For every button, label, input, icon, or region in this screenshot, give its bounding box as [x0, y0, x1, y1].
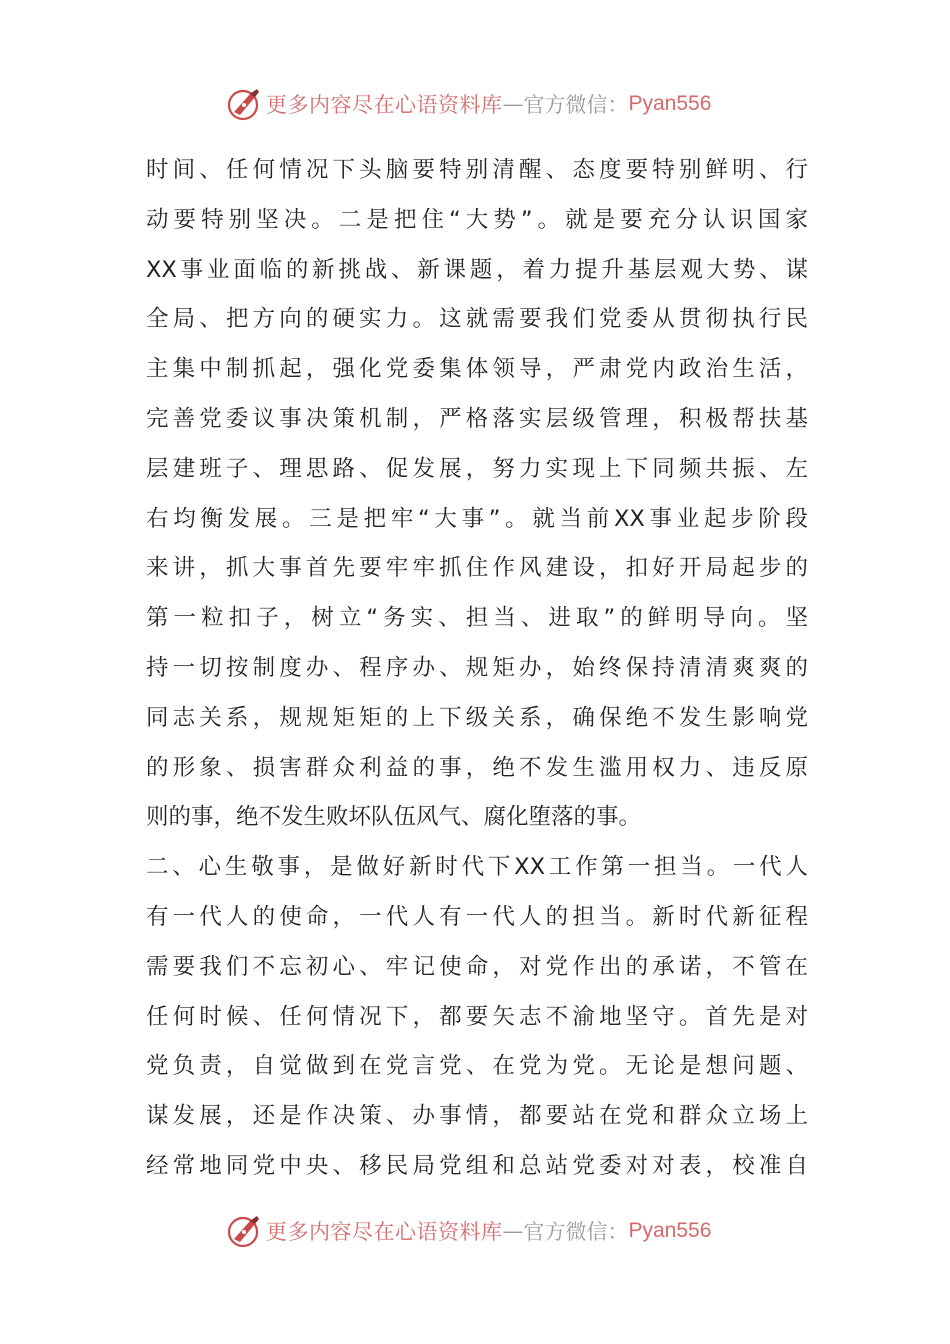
body-line: 持一切按制度办、程序办、规矩办，始终保持清清爽爽的 [146, 654, 808, 681]
body-line: 完善党委议事决策机制，严格落实层级管理，积极帮扶基 [146, 405, 808, 432]
body-line: 右均衡发展。三是把牢“大事”。就当前XX事业起步阶段 [146, 505, 808, 532]
body-line: 则的事，绝不发生败坏队伍风气、腐化堕落的事。 [146, 804, 642, 831]
body-line: 需要我们不忘初心、牢记使命，对党作出的承诺，不管在 [146, 953, 808, 980]
pen-nib-circle-logo-icon [226, 1213, 262, 1249]
body-line: 主集中制抓起，强化党委集体领导，严肃党内政治生活， [146, 356, 808, 383]
header-wechat-id: Pyan556 [628, 92, 712, 115]
pen-nib-circle-logo-icon [226, 86, 262, 122]
body-line: 二、心生敬事，是做好新时代下XX工作第一担当。一代人 [146, 854, 808, 881]
footer-separator: — [502, 1219, 524, 1243]
footer-wechat-label: 官方微信： [523, 1220, 629, 1244]
body-line: 有一代人的使命，一代人有一代人的担当。新时代新征程 [146, 903, 808, 930]
header-wechat-label: 官方微信： [523, 93, 629, 117]
footer-banner [226, 1211, 711, 1251]
body-line: 经常地同党中央、移民局党组和总站党委对对表，校准自 [146, 1152, 808, 1179]
header-slogan: 更多内容尽在心语资料库 [266, 93, 503, 117]
body-line: 层建班子、理思路、促发展，努力实现上下同频共振、左 [146, 455, 808, 482]
body-line: 时间、任何情况下头脑要特别清醒、态度要特别鲜明、行 [146, 157, 808, 183]
body-line: 同志关系，规规矩矩的上下级关系，确保绝不发生影响党 [146, 704, 808, 731]
body-line: 第一粒扣子，树立“务实、担当、进取”的鲜明导向。坚 [146, 605, 808, 632]
header-separator: — [502, 92, 524, 116]
body-line: 党负责，自觉做到在党言党、在党为党。无论是想问题、 [146, 1053, 808, 1080]
footer-slogan: 更多内容尽在心语资料库 [266, 1220, 503, 1244]
body-line: 来讲，抓大事首先要牢牢抓住作风建设，扣好开局起步的 [146, 555, 808, 582]
body-line: 动要特别坚决。二是把住“大势”。就是要充分认识国家 [146, 206, 808, 233]
body-line: 谋发展，还是作决策、办事情，都要站在党和群众立场上 [146, 1103, 808, 1130]
body-line: XX事业面临的新挑战、新课题，着力提升基层观大势、谋 [146, 256, 808, 283]
document-body [146, 146, 808, 1192]
body-line: 任何时候、任何情况下，都要矢志不渝地坚守。首先是对 [146, 1003, 808, 1030]
header-banner [226, 84, 711, 124]
body-line: 全局、把方向的硬实力。这就需要我们党委从贯彻执行民 [146, 306, 808, 333]
body-line: 的形象、损害群众利益的事，绝不发生滥用权力、违反原 [146, 754, 808, 781]
footer-wechat-id: Pyan556 [628, 1219, 712, 1242]
